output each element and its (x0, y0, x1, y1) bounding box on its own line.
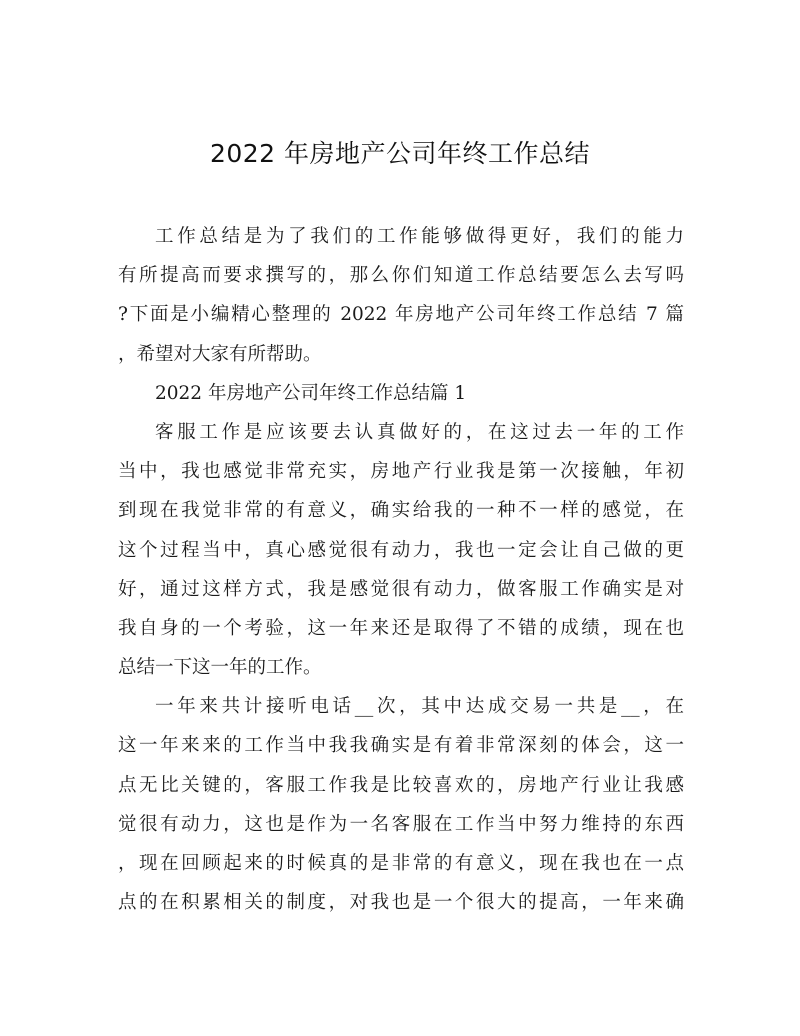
text-line: 点无比关键的，客服工作我是比较喜欢的，房地产行业让我感 (118, 774, 684, 796)
text-line: 点的在积累相关的制度，对我也是一个很大的提高，一年来确 (118, 892, 684, 914)
text-line: 工作总结是为了我们的工作能够做得更好，我们的能力 (155, 226, 684, 247)
text-line: 这个过程当中，真心感觉很有动力，我也一定会让自己做的更 (118, 539, 684, 561)
text-line: 我自身的一个考验，这一年来还是取得了不错的成绩，现在也 (118, 617, 684, 639)
text-line: 客服工作是应该要去认真做好的，在这过去一年的工作 (155, 421, 684, 443)
text-line: 这一年来来的工作当中我我确实是有着非常深刻的体会，这一 (118, 735, 684, 757)
document-body (118, 217, 684, 922)
text-line: ，希望对大家有所帮助。 (118, 343, 322, 365)
text-line: 到现在我觉非常的有意义，确实给我的一种不一样的感觉，在 (118, 500, 684, 522)
text-line: 觉很有动力，这也是作为一名客服在工作当中努力维持的东西 (118, 813, 684, 835)
section-heading: 2022 年房地产公司年终工作总结篇 1 (155, 382, 467, 404)
text-line: 一年来共计接听电话__次，其中达成交易一共是__，在 (155, 696, 684, 718)
paragraph-1 (118, 413, 684, 687)
text-line: 有所提高而要求撰写的，那么你们知道工作总结要怎么去写吗 (118, 265, 684, 287)
paragraph-2 (118, 687, 684, 922)
text-line: ，现在回顾起来的时候真的是非常的有意义，现在我也在一点 (118, 853, 684, 874)
text-line: 当中，我也感觉非常充实，房地产行业我是第一次接触，年初 (118, 461, 684, 483)
text-line: 好，通过这样方式，我是感觉很有动力，做客服工作确实是对 (118, 578, 684, 600)
intro-paragraph (118, 217, 684, 374)
text-line: 总结一下这一年的工作。 (118, 657, 322, 679)
text-line: ?下面是小编精心整理的 2022 年房地产公司年终工作总结 7 篇 (118, 304, 684, 326)
document-title: 2022 年房地产公司年终工作总结 (209, 139, 591, 168)
